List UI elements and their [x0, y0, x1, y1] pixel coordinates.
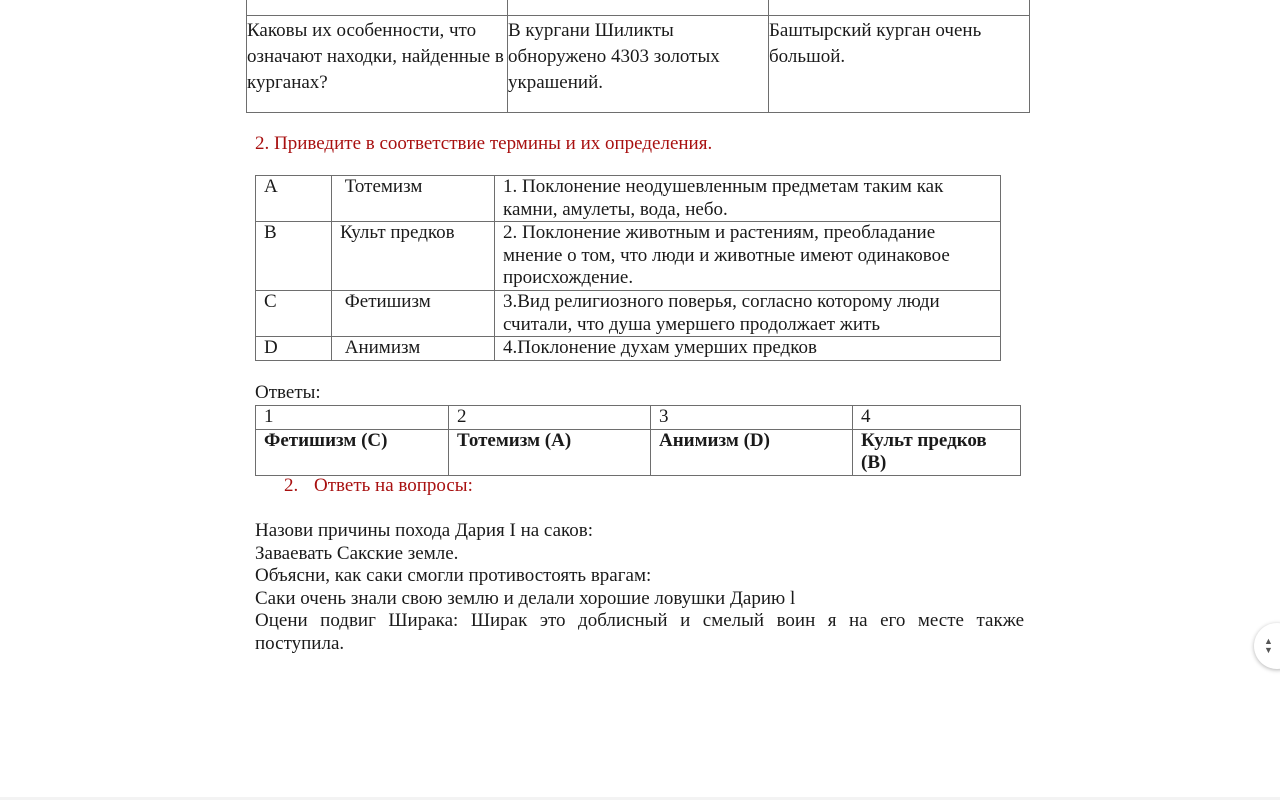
- answers-table: [255, 405, 1021, 476]
- term-definition: 3.Вид религиозного поверья, согласно которому люди считали, что душа умершего продолжает жить: [495, 291, 1001, 337]
- answer-value: Тотемизм (A): [449, 429, 651, 475]
- answers-label: Ответы:: [255, 382, 321, 403]
- table-cell: [508, 0, 769, 16]
- answer-line: Заваевать Сакские земле.: [255, 542, 459, 564]
- answer-cell: В кургани Шиликты обноружено 4303 золотых украшений.: [508, 16, 769, 113]
- section-heading-questions: [284, 475, 473, 497]
- term-name: Культ предков: [332, 222, 495, 291]
- answer-number: 3: [651, 406, 853, 430]
- answer-value: Культ предков (B): [853, 429, 1021, 475]
- answer-line: Саки очень знали свою землю и делали хорошие ловушки Дарию l: [255, 587, 796, 609]
- term-letter: C: [256, 291, 332, 337]
- question-line: Объясни, как саки смогли противостоять врагам:: [255, 565, 652, 587]
- table-cell: [247, 0, 508, 16]
- term-letter: B: [256, 222, 332, 291]
- section-heading-match: 2. Приведите в соответствие термины и их определения.: [255, 133, 713, 154]
- table-row: [256, 176, 1001, 222]
- answer-number: 1: [256, 406, 449, 430]
- term-name: Фетишизм: [332, 291, 495, 337]
- term-name: Тотемизм: [332, 176, 495, 222]
- table-cell: [769, 0, 1030, 16]
- table-row: [256, 291, 1001, 337]
- question-cell: Каковы их особенности, что означают находки, найденные в курганах?: [247, 16, 508, 113]
- up-down-arrows-icon: ▲ ▼: [1264, 636, 1273, 655]
- term-definition: 4.Поклонение духам умерших предков: [495, 337, 1001, 361]
- table-row: [247, 0, 1030, 16]
- terms-table: [255, 175, 1001, 361]
- answer-value: Анимизм (D): [651, 429, 853, 475]
- table-row: [256, 337, 1001, 361]
- table-row: [256, 406, 1021, 430]
- term-definition: 1. Поклонение неодушевленным предметам таким как камни, амулеты, вода, небо.: [495, 176, 1001, 222]
- table-row: [247, 16, 1030, 113]
- term-name: Анимизм: [332, 337, 495, 361]
- table-row: [256, 222, 1001, 291]
- table-row: [256, 429, 1021, 475]
- questions-block: [255, 520, 1024, 656]
- term-letter: A: [256, 176, 332, 222]
- question-line: Назови причины похода Дария I на саков:: [255, 520, 594, 541]
- answer-cell: Баштырский курган очень большой.: [769, 16, 1030, 113]
- answer-number: 4: [853, 406, 1021, 430]
- answer-number: 2: [449, 406, 651, 430]
- findings-table: [246, 0, 1030, 113]
- term-definition: 2. Поклонение животным и растениям, преобладание мнение о том, что люди и животные имеют одинаковое происхождение.: [495, 222, 1001, 291]
- term-letter: D: [256, 337, 332, 361]
- answer-value: Фетишизм (C): [256, 429, 449, 475]
- heading-text: Ответь на вопросы:: [314, 475, 473, 496]
- list-number: 2.: [284, 475, 299, 496]
- question-answer-line: Оцени подвиг Ширака: Ширак это доблисный и смелый воин я на его месте также поступила.: [255, 610, 1024, 654]
